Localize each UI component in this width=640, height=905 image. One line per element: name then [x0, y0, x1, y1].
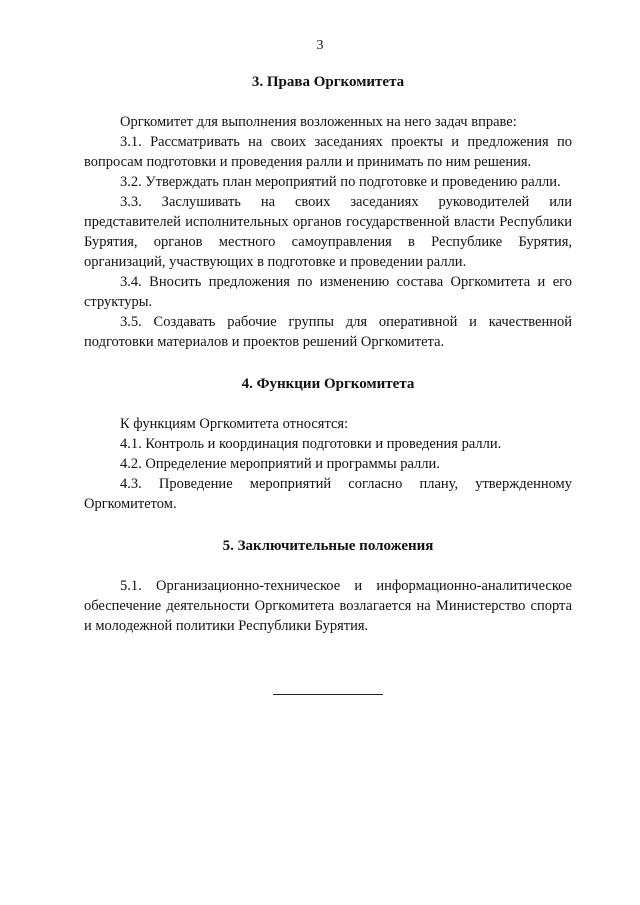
closing-separator-line [273, 694, 383, 695]
paragraph: 3.1. Рассматривать на своих заседаниях проекты и предложения по вопросам подготовки и проведения ралли и принимать по ним решения. [84, 134, 572, 170]
paragraph: 4.2. Определение мероприятий и программы ралли. [120, 456, 440, 472]
paragraph: 4.1. Контроль и координация подготовки и проведения ралли. [120, 436, 502, 452]
section-heading: 3. Права Оргкомитета [251, 74, 405, 90]
document-body [84, 72, 572, 658]
paragraph: 5.1. Организационно-техническое и информационно-аналитическое обеспечение деятельности Оргкомитета возлагается на Министерство спорта и молодежной политики Республики Бурятия. [84, 578, 572, 634]
paragraph: 3.4. Вносить предложения по изменению состава Оргкомитета и его структуры. [84, 274, 572, 310]
section-rights [84, 72, 572, 352]
paragraph: 3.2. Утверждать план мероприятий по подготовке и проведению ралли. [120, 174, 561, 190]
page-number: 3 [316, 38, 324, 53]
paragraph: 3.5. Создавать рабочие группы для оперативной и качественной подготовки материалов и проектов решений Оргкомитета. [84, 314, 572, 350]
section-heading: 4. Функции Оргкомитета [241, 376, 415, 392]
paragraph: 4.3. Проведение мероприятий согласно плану, утвержденному Оргкомитетом. [84, 476, 572, 512]
paragraph: К функциям Оргкомитета относятся: [120, 416, 349, 432]
paragraph: 3.3. Заслушивать на своих заседаниях руководителей или представителей исполнительных органов государственной власти Республики Бурятия, органов местного самоуправления в Республике Бурятия, организаций, участвующих в подготовке и проведении ралли. [84, 194, 572, 270]
section-heading: 5. Заключительные положения [222, 538, 434, 554]
section-functions [84, 374, 572, 514]
paragraph: Оргкомитет для выполнения возложенных на него задач вправе: [120, 114, 517, 130]
section-final-provisions [84, 536, 572, 636]
